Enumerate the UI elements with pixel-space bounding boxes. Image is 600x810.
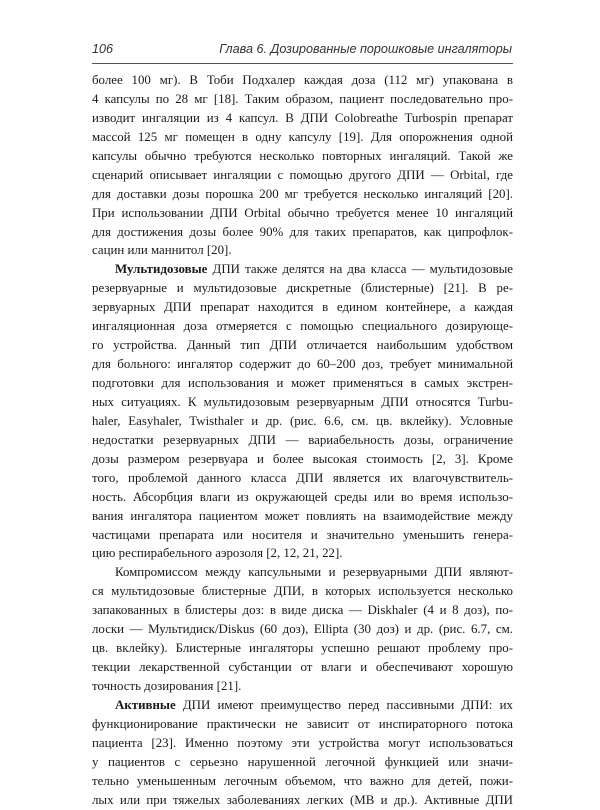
text-line: го устройства. Данный тип ДПИ отличается наибольшим удобством (92, 338, 513, 353)
text-line: запакованных в блистеры доз: в виде диска — Diskhaler (4 и 8 доз), по- (92, 603, 513, 618)
text-line: того, проблемой данного класса ДПИ является их влагочувствитель- (92, 470, 513, 485)
text-run: ДПИ имеют преимущество перед пассивными ДПИ: их (175, 697, 513, 712)
header-rule (92, 63, 513, 64)
text-line: зервуарных ДПИ препарат находится в едином контейнере, а каждая (92, 300, 513, 315)
text-line: точность дозирования [21]. (92, 679, 242, 693)
text-line: для достижения дозы более 90% для таких препаратов, как ципрофлок- (92, 224, 513, 239)
term-bold: Мультидозовые (115, 262, 208, 277)
paragraph-first-line (92, 696, 513, 715)
term-bold: Активные (115, 697, 176, 712)
text-line: у пациентов с серьезно нарушенной легочной функцией или значи- (92, 754, 513, 769)
body-text (92, 71, 513, 810)
text-line: вания ингалятора пациентом может повлиять на взаимодействие между (92, 508, 513, 523)
text-line: ных ситуациях. К мультидозовым резервуарным ДПИ относятся Turbu- (92, 394, 513, 409)
text-line: сацин или маннитол [20]. (92, 243, 232, 258)
text-line: haler, Easyhaler, Twisthaler и др. (рис. 6.6, см. цв. вклейку). Условные (92, 413, 513, 428)
text-line: подготовки для использования и может применяться в самых экстрен- (92, 376, 513, 390)
text-line: цию респирабельного аэрозоля [2, 12, 21, 22]. (92, 546, 343, 561)
text-line: массой 125 мг помещен в одну капсулу [19]. Для опорожнения одной (92, 129, 513, 144)
text-line: дозы размером резервуара и более высокая стоимость [2, 3]. Кроме (92, 451, 513, 466)
text-run: ДПИ также делятся на два класса — мультидозовые (207, 262, 513, 277)
running-header (92, 38, 512, 62)
text-line: лых или при тяжелых заболеваниях легких (МВ и др.). Активные ДПИ (92, 792, 513, 807)
paragraph-first-line (92, 260, 513, 279)
text-line: функционирование практически не зависит от инспираторного потока (92, 716, 513, 731)
text-line: ность. Абсорбция влаги из окружающей среды или во время использо- (92, 489, 513, 504)
text-line: недостатки резервуарных ДПИ — вариабельность дозы, ограничение (92, 432, 513, 447)
text-line: для доставки дозы порошка 200 мг требуется несколько ингаляций [20]. (92, 186, 513, 201)
page-number: 106 (92, 42, 114, 56)
text-line: тельно уменьшенным легочным объемом, что важно для детей, пожи- (92, 773, 513, 788)
text-line: 4 капсулы по 28 мг [18]. Таким образом, пациент последовательно про- (92, 91, 513, 106)
text-line: резервуарные и мультидозовые дискретные (блистерные) [21]. В ре- (92, 281, 513, 296)
text-line: ингаляционная доза отмеряется с помощью специального дозирующе- (92, 319, 513, 334)
text-line: ся мультидозовые блистерные ДПИ, в которых используется несколько (92, 584, 513, 599)
text-line: капсулы обычно требуются несколько повторных ингаляций. Такой же (92, 148, 513, 163)
chapter-title: Глава 6. Дозированные порошковые ингаляторы (219, 42, 512, 56)
paragraph-first-line: Компромиссом между капсульными и резервуарными ДПИ являют- (115, 565, 513, 580)
text-line: цв. вклейку). Блистерные ингаляторы успешно решают проблему про- (92, 641, 513, 656)
text-line: пациента [23]. Именно поэтому эти устройства могут использоваться (92, 735, 513, 750)
text-line: При использовании ДПИ Orbital обычно требуется менее 10 ингаляций (92, 205, 513, 220)
text-line: сценарий описывает ингаляции с помощью другого ДПИ — Orbital, где (92, 167, 513, 182)
text-line: для больного: ингалятор содержит до 60–200 доз, требует минимальной (92, 357, 513, 372)
text-line: изводит ингаляции из 4 капсул. В ДПИ Colobreathe Turbospin препарат (92, 110, 513, 125)
text-line: текции лекарственной субстанции от влаги и обеспечивают хорошую (92, 660, 513, 675)
text-line: частицами препарата или носителя и значительно уменьшить генера- (92, 527, 513, 542)
text-line: более 100 мг). В Тоби Подхалер каждая доза (112 мг) упакована в (92, 73, 513, 87)
text-line: лоски — Мультидиск/Diskus (60 доз), Ellipta (30 доз) и др. (рис. 6.7, см. (92, 622, 513, 637)
